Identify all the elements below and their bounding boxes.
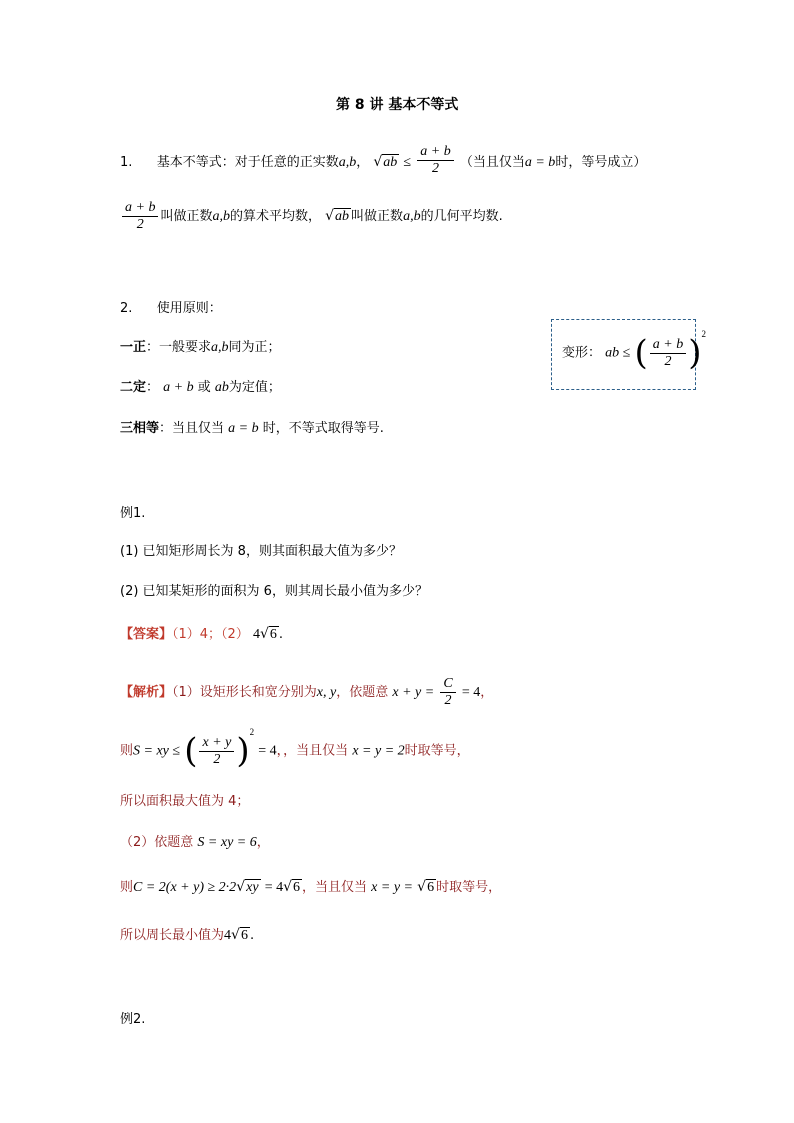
sqrt-sign: √	[236, 879, 246, 895]
l4-expr: S = xy = 6	[197, 835, 257, 850]
l2-prefix: 则	[120, 743, 134, 759]
analysis-expr: x + y =	[392, 685, 435, 700]
analysis-fraction	[440, 676, 455, 709]
frac-denominator: 2	[136, 217, 144, 232]
cond-eq: a = b	[524, 155, 556, 170]
frac-denominator: 2	[213, 751, 221, 767]
l2-power: 2	[249, 727, 255, 737]
rule-2	[120, 381, 281, 395]
rule1-vars: a,b	[211, 340, 229, 355]
section1-number: 1.	[120, 155, 133, 170]
section1-comma: ，	[356, 155, 370, 170]
answer-coef: 4	[252, 627, 260, 642]
example1-q2: (2) 已知某矩形的面积为 6，则其周长最小值为多少？	[120, 584, 428, 599]
l5-end: 时取等号，	[436, 880, 502, 895]
variant-power: 2	[701, 329, 706, 339]
l5-mid: ，当且仅当	[302, 880, 368, 895]
sqrt-sign: √	[231, 927, 240, 943]
analysis-text2: ，依题意	[336, 685, 389, 700]
line2-vars2: a,b	[403, 209, 421, 224]
line2-text4: 的几何平均数.	[420, 209, 503, 224]
frac-denominator: 2	[444, 693, 452, 708]
l6-rad: 6	[240, 928, 248, 943]
sqrt-sign: √	[373, 154, 383, 170]
rule1-label: 一正	[120, 340, 147, 355]
answer-text: （1）4；（2）	[172, 627, 249, 642]
analysis-text1: （1）设矩形长和宽分别为	[172, 685, 317, 700]
analysis-line5	[120, 879, 501, 895]
analysis-eq: = 4	[461, 685, 481, 700]
rule1-text1: ：一般要求	[146, 340, 212, 355]
example1-q1: (1) 已知矩形周长为 8，则其面积最大值为多少？	[120, 544, 402, 559]
rule3-text2: 时，不等式取得等号.	[262, 421, 384, 436]
line2-text2: 的算术平均数，	[229, 209, 321, 224]
section1-lead: 基本不等式：对于任意的正实数	[156, 155, 339, 170]
frac-numerator: a + b	[122, 200, 158, 217]
analysis-end: ，	[480, 685, 494, 700]
frac-denominator: 2	[664, 353, 672, 369]
rule-3	[120, 422, 384, 436]
line2-text3: 叫做正数	[351, 209, 404, 224]
analysis-line1	[120, 676, 493, 709]
right-paren: )	[236, 731, 250, 771]
variant-fraction	[650, 337, 686, 370]
example1-label: 例1.	[120, 506, 146, 521]
l5-rad: xy	[246, 880, 259, 895]
answer-rad: 6	[269, 627, 277, 642]
l2-cond: x = y = 2	[352, 743, 405, 759]
l6-end: .	[249, 928, 255, 943]
l2-end: 时取等号，	[404, 743, 470, 759]
rule2-colon: ：	[146, 380, 160, 395]
answer-line	[120, 626, 283, 642]
analysis-line4	[120, 836, 270, 850]
line2-text1: 叫做正数	[160, 209, 213, 224]
rule3-eq: a = b	[228, 421, 259, 436]
leq-sign: ≤	[403, 155, 412, 170]
analysis-tag: 【解析】	[120, 685, 173, 700]
rule2-text: 为定值；	[228, 380, 281, 395]
l2-eq: = 4	[258, 743, 277, 759]
section1-vars: a,b	[338, 155, 357, 170]
sqrt-sign: √	[259, 626, 269, 642]
l6-coef: 4	[224, 928, 232, 943]
variant-content	[562, 329, 706, 373]
cond-prefix: （当且仅当	[459, 155, 525, 170]
l5-cond: x = y =	[371, 880, 413, 895]
page-title: 第 8 讲 基本不等式	[336, 97, 459, 113]
sqrt-sign: √	[325, 208, 335, 224]
section2-heading-text: 使用原则：	[156, 301, 222, 316]
section2-number: 2.	[120, 301, 133, 316]
rule2-label: 二定	[120, 380, 147, 395]
rule2-expr2: ab	[214, 380, 229, 395]
rule1-text2: 同为正；	[228, 340, 281, 355]
l4-prefix: （2）依题意	[120, 835, 194, 850]
analysis-line2	[120, 727, 470, 771]
variant-lhs: ab ≤	[605, 345, 631, 361]
variant-label: 变形：	[562, 345, 602, 361]
rule3-text1: ：当且仅当	[159, 421, 225, 436]
l5-prefix: 则	[120, 880, 134, 895]
line2-sqrt: ab	[335, 209, 350, 224]
frac-numerator: a + b	[417, 144, 453, 161]
analysis-line6	[120, 927, 254, 943]
l5-rad3: 6	[427, 880, 435, 895]
l2-fraction	[199, 735, 234, 768]
l5-expr: C = 2(x + y) ≥ 2·2	[133, 880, 237, 895]
section2-heading	[120, 302, 222, 315]
analysis-vars: x, y	[316, 685, 337, 700]
l6-prefix: 所以周长最小值为	[120, 928, 225, 943]
cond-suffix: 时，等号成立）	[555, 155, 647, 170]
analysis-line3: 所以面积最大值为 4；	[120, 794, 250, 809]
l2-mid: ，，当且仅当	[276, 743, 349, 759]
frac-denominator: 2	[431, 161, 439, 176]
l2-expr: S = xy ≤	[133, 743, 181, 759]
sqrt-sign: √	[283, 879, 293, 895]
section1-line2	[120, 200, 503, 233]
frac-numerator: a + b	[650, 337, 686, 354]
answer-end: .	[278, 627, 284, 642]
section1-fraction	[417, 144, 453, 177]
l5-eq: = 4	[264, 880, 284, 895]
sqrt-sign: √	[417, 879, 427, 895]
variant-box	[551, 319, 706, 390]
section1-line1	[120, 146, 646, 179]
l5-rad2: 6	[293, 880, 301, 895]
sqrt-ab: ab	[383, 155, 398, 170]
rule3-label: 三相等	[120, 421, 160, 436]
left-paren: (	[634, 333, 648, 373]
right-paren: )	[688, 333, 702, 373]
answer-tag: 【答案】	[120, 627, 173, 642]
line2-vars1: a,b	[212, 209, 230, 224]
rule2-expr1: a + b	[163, 380, 194, 395]
left-paren: (	[184, 731, 198, 771]
frac-numerator: C	[440, 676, 455, 693]
frac-numerator: x + y	[199, 735, 234, 752]
rule-1	[120, 341, 281, 355]
example2-label: 例2.	[120, 1012, 146, 1027]
line2-fraction	[122, 200, 158, 233]
l4-end: ，	[256, 835, 270, 850]
rule2-or: 或	[197, 380, 211, 395]
